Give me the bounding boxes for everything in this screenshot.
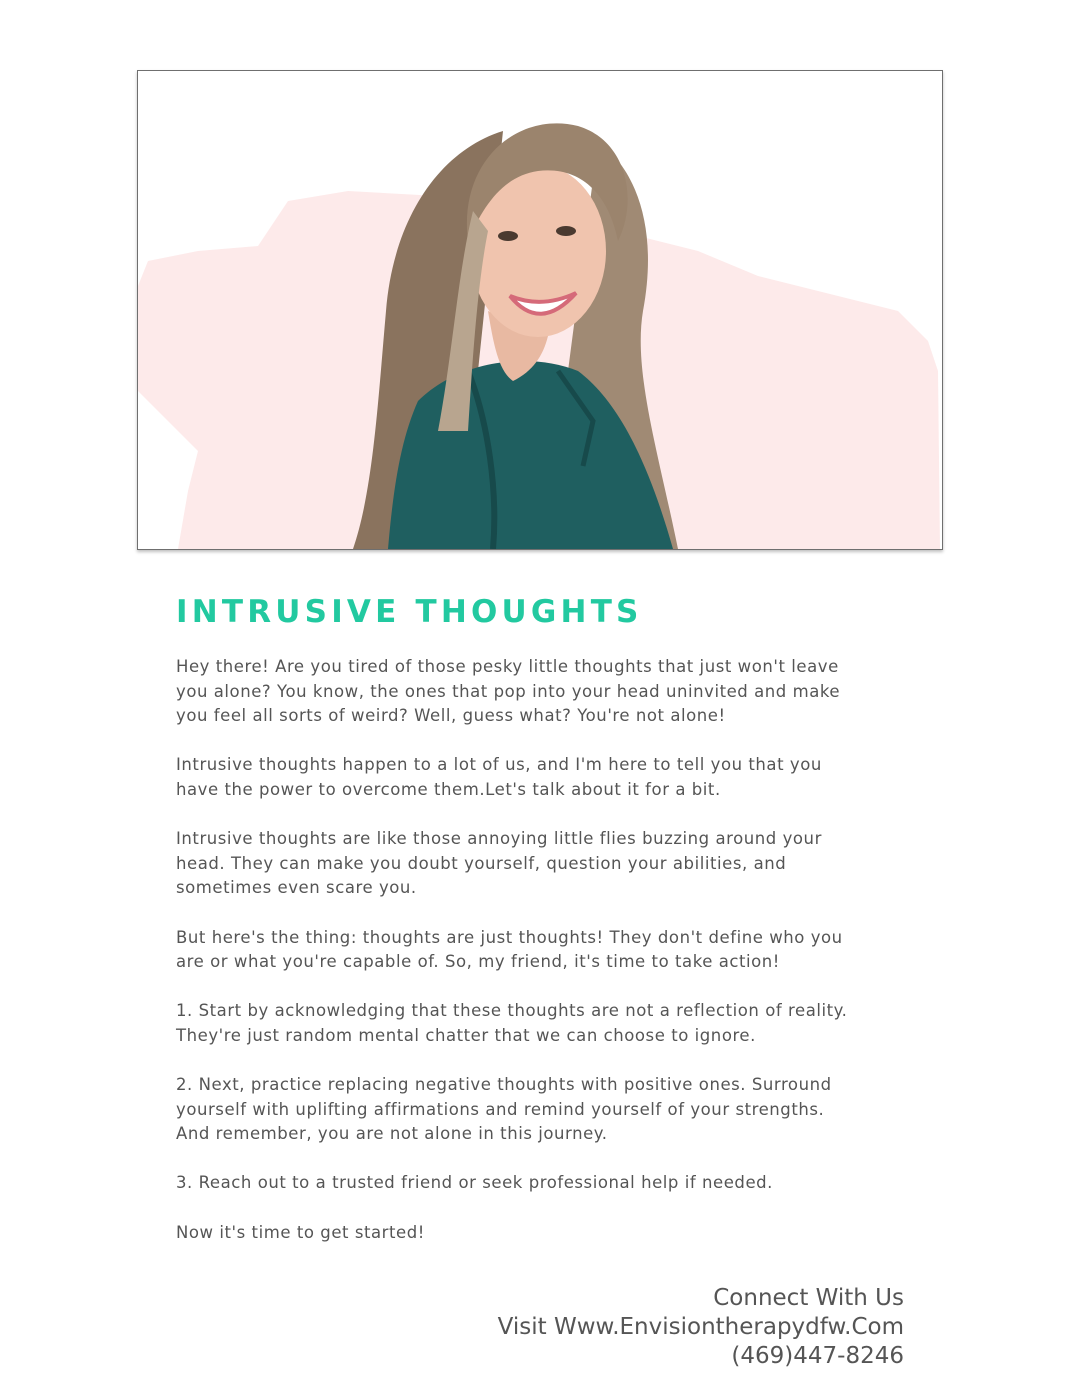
paragraph <box>176 753 896 802</box>
paragraph <box>176 827 896 901</box>
article-body <box>176 655 896 1270</box>
paragraph <box>176 1073 896 1147</box>
paragraph-line: you alone? You know, the ones that pop into your head uninvited and make <box>176 681 841 701</box>
paragraph-line: Intrusive thoughts are like those annoying little flies buzzing around your <box>176 829 822 849</box>
paragraph <box>176 1221 896 1246</box>
paragraph-line: Intrusive thoughts happen to a lot of us, and I'm here to tell you that you <box>176 755 822 775</box>
paragraph-line: you feel all sorts of weird? Well, guess what? You're not alone! <box>176 706 726 726</box>
paragraph-line: head. They can make you doubt yourself, question your abilities, and <box>176 853 787 873</box>
contact-block <box>498 1284 904 1371</box>
paragraph <box>176 926 896 975</box>
paragraph-line: Hey there! Are you tired of those pesky little thoughts that just won't leave <box>176 657 839 676</box>
paragraph-line: have the power to overcome them.Let's talk about it for a bit. <box>176 779 721 799</box>
paragraph-line: yourself with uplifting affirmations and remind yourself of your strengths. <box>176 1099 825 1119</box>
contact-heading: Connect With Us <box>713 1285 904 1311</box>
paragraph <box>176 999 896 1048</box>
paragraph <box>176 655 896 729</box>
paragraph-line: They're just random mental chatter that we can choose to ignore. <box>176 1025 756 1045</box>
paragraph-line: sometimes even scare you. <box>176 878 417 898</box>
paragraph-line: 3. Reach out to a trusted friend or seek professional help if needed. <box>176 1173 773 1193</box>
portrait-photo <box>137 70 943 550</box>
paragraph-line: But here's the thing: thoughts are just thoughts! They don't define who you <box>176 927 843 947</box>
paragraph-line: Now it's time to get started! <box>176 1222 425 1242</box>
paragraph-line: 2. Next, practice replacing negative thoughts with positive ones. Surround <box>176 1075 832 1095</box>
website-link[interactable]: Visit Www.Envisiontherapydfw.Com <box>497 1314 904 1340</box>
paragraph-line: And remember, you are not alone in this journey. <box>176 1124 608 1144</box>
page-title: INTRUSIVE THOUGHTS <box>176 594 643 630</box>
phone-number[interactable]: (469)447-8246 <box>731 1343 904 1369</box>
paragraph-line: are or what you're capable of. So, my friend, it's time to take action! <box>176 952 780 972</box>
paragraph-line: 1. Start by acknowledging that these thoughts are not a reflection of reality. <box>176 1001 848 1021</box>
paragraph <box>176 1171 896 1196</box>
portrait-illustration <box>138 71 942 549</box>
